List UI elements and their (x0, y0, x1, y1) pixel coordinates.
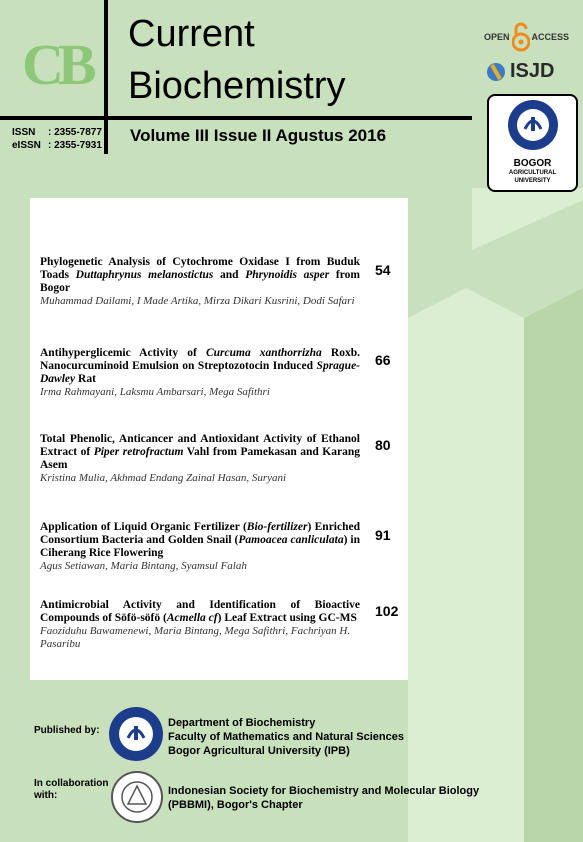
collab-line2: (PBBMI), Bogor's Chapter (168, 799, 303, 811)
collab-label-line2: with: (34, 790, 58, 801)
article-title (40, 599, 360, 625)
article-title (40, 256, 360, 295)
university-logo-box (487, 94, 578, 192)
header-vertical-rule (104, 0, 108, 154)
journal-logo: CB (22, 32, 91, 97)
article-entry[interactable] (40, 521, 360, 573)
title-segment: and (213, 269, 246, 281)
publisher-info (168, 716, 404, 758)
issn-value: : 2355-7877 (48, 127, 102, 138)
article-page: 91 (375, 527, 391, 543)
pbbmi-seal-icon (110, 770, 164, 824)
article-entry[interactable] (40, 599, 360, 651)
eissn-label: eISSN (12, 140, 41, 151)
article-title (40, 521, 360, 560)
title-italic-segment: Pamoacea canliculata (238, 534, 344, 546)
title-segment: Total Phenolic, Anticancer and Antioxidant Activity of Ethanol Extract of (40, 433, 360, 458)
title-italic-segment: Bio-fertilizer (246, 521, 308, 533)
header-horizontal-rule (0, 116, 472, 120)
title-segment: ) Leaf Extract using GC-MS (217, 612, 357, 624)
published-by-label: Published by: (34, 725, 100, 736)
open-access-label-1: OPEN (484, 32, 510, 42)
article-page: 102 (375, 603, 399, 619)
collaboration-label (34, 778, 108, 802)
title-italic-segment: Piper retrofractum (93, 446, 184, 458)
university-name: BOGOR (513, 158, 552, 169)
title-italic-segment: Phrynoidis asper (245, 269, 330, 281)
issn-block (12, 126, 102, 152)
article-page: 66 (375, 352, 391, 368)
article-page: 80 (375, 437, 391, 453)
title-italic-segment: Acmella cf (166, 612, 218, 624)
title-segment: Rat (75, 373, 96, 385)
isjd-badge (486, 60, 554, 83)
title-segment: Vahl from Pamekasan and Karang Asem (40, 446, 361, 471)
collab-label-line1: In collaboration (34, 778, 109, 789)
ipb-seal-icon (505, 99, 561, 151)
university-sub2: UNIVERSITY (514, 178, 551, 184)
university-sub1: AGRICULTURAL (508, 170, 557, 176)
title-segment: Antihyperglicemic Activity of (40, 347, 206, 359)
article-entry[interactable] (40, 433, 360, 485)
article-page: 54 (375, 262, 391, 278)
article-authors: Kristina Mulia, Akhmad Endang Zainal Hasan, Suryani (40, 472, 287, 484)
volume-issue: Volume III Issue II Agustus 2016 (130, 126, 387, 145)
article-authors: Irma Rahmayani, Laksmu Ambarsari, Mega Safithri (40, 386, 270, 398)
title-segment: ) in Ciherang Rice Flowering (40, 534, 360, 559)
title-italic-segment: Duttaphrynus melanostictus (75, 269, 214, 281)
title-segment: Phylogenetic Analysis of Cytochrome Oxidase I from Buduk Toads (40, 256, 360, 281)
open-access-lock-icon (512, 22, 530, 52)
collaboration-info (168, 784, 479, 812)
article-title (40, 433, 360, 472)
open-access-label-2: ACCESS (531, 32, 570, 42)
journal-title-line2: Biochemistry (128, 65, 346, 107)
title-segment: ) Enriched Consortium Bacteria and Golden Snail ( (40, 521, 360, 546)
issn-label: ISSN (12, 127, 36, 138)
article-title (40, 347, 360, 386)
publisher-line1: Department of Biochemistry (168, 717, 316, 729)
collab-line1: Indonesian Society for Biochemistry and Molecular Biology (168, 785, 480, 797)
open-access-badge (484, 22, 569, 52)
title-segment: from Bogor (40, 269, 360, 294)
article-entry[interactable] (40, 347, 360, 399)
article-entry[interactable] (40, 256, 360, 308)
publisher-line2: Faculty of Mathematics and Natural Sciences (168, 731, 404, 743)
title-segment: Roxb. Nanocurcuminoid Emulsion on Streptozotocin Induced (40, 347, 361, 372)
title-italic-segment: Curcuma xanthorrizha (205, 347, 322, 359)
title-italic-segment: Sprague-Dawley (40, 360, 360, 385)
article-authors: Agus Setiawan, Maria Bintang, Syamsul Falah (40, 560, 247, 572)
journal-title-line1: Current (128, 13, 255, 55)
title-segment: Antimicrobial Activity and Identification of Bioactive Compounds of Söfö-söfö ( (40, 599, 360, 624)
publisher-line3: Bogor Agricultural University (IPB) (168, 745, 350, 757)
isjd-logo-icon (486, 61, 506, 83)
isjd-label: ISJD (510, 60, 555, 82)
article-authors: Faoziduhu Bawamenewi, Maria Bintang, Mega Safithri, Fachriyan H. Pasaribu (40, 625, 351, 650)
ipb-seal-icon (108, 706, 164, 762)
eissn-value: : 2355-7931 (48, 140, 102, 151)
title-segment: Application of Liquid Organic Fertilizer ( (40, 521, 247, 533)
article-authors: Muhammad Dailami, I Made Artika, Mirza Dikari Kusrini, Dodi Safari (40, 295, 355, 307)
